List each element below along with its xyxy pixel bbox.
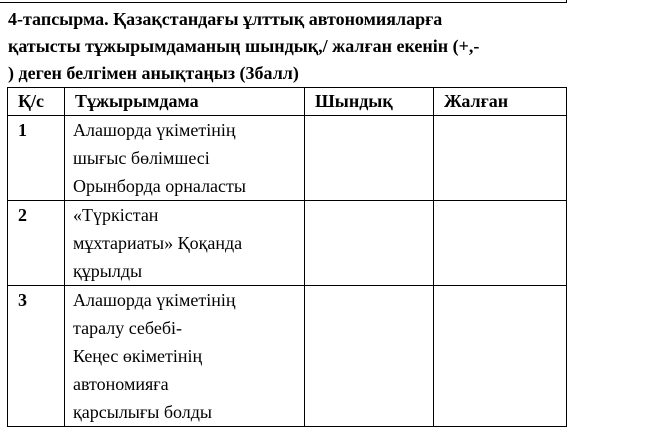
statement-line: Кеңес өкіметінің <box>73 346 203 366</box>
row-number: 1 <box>8 116 65 201</box>
statement-line: таралу себебі- <box>73 318 182 338</box>
table-row <box>8 116 567 201</box>
statement-line: Орынборда орналасты <box>73 176 246 196</box>
header-true: Шындық <box>305 88 434 116</box>
row-number: 3 <box>8 286 65 427</box>
statement-line: қарсылығы болды <box>73 402 213 422</box>
statement-line: шығыс бөлімшесі <box>73 148 210 168</box>
true-answer-cell[interactable] <box>305 201 434 286</box>
table-row <box>8 286 567 427</box>
statement-line: «Түркістан <box>73 205 159 225</box>
false-answer-cell[interactable] <box>434 116 567 201</box>
true-answer-cell[interactable] <box>305 116 434 201</box>
table-row <box>8 201 567 286</box>
statements-table <box>7 87 567 427</box>
heading-line-3: ) деген белгімен анықтаңыз (3балл) <box>8 63 299 83</box>
statement-line: Алашорда үкіметінің <box>73 290 236 310</box>
heading-line-1: 4-тапсырма. Қазақстандағы ұлттық автономияларға <box>8 9 443 29</box>
statement-cell <box>65 116 305 201</box>
top-rule-tick <box>566 0 567 3</box>
statement-cell <box>65 201 305 286</box>
table-header-row <box>8 88 567 116</box>
top-rule <box>0 0 566 3</box>
heading-line-2: қатысты тұжырымдаманың шындық,/ жалған екенін (+,- <box>8 36 480 56</box>
true-answer-cell[interactable] <box>305 286 434 427</box>
false-answer-cell[interactable] <box>434 201 567 286</box>
statement-line: Алашорда үкіметінің <box>73 120 236 140</box>
statement-line: автономияға <box>73 374 169 394</box>
statement-line: мұхтариаты» Қоқанда <box>73 233 243 253</box>
header-statement: Тұжырымдама <box>65 88 305 116</box>
task-heading <box>8 6 574 87</box>
header-false: Жалған <box>434 88 567 116</box>
row-number: 2 <box>8 201 65 286</box>
statement-cell <box>65 286 305 427</box>
statement-line: құрылды <box>73 261 143 281</box>
false-answer-cell[interactable] <box>434 286 567 427</box>
header-number: Қ/с <box>8 88 65 116</box>
